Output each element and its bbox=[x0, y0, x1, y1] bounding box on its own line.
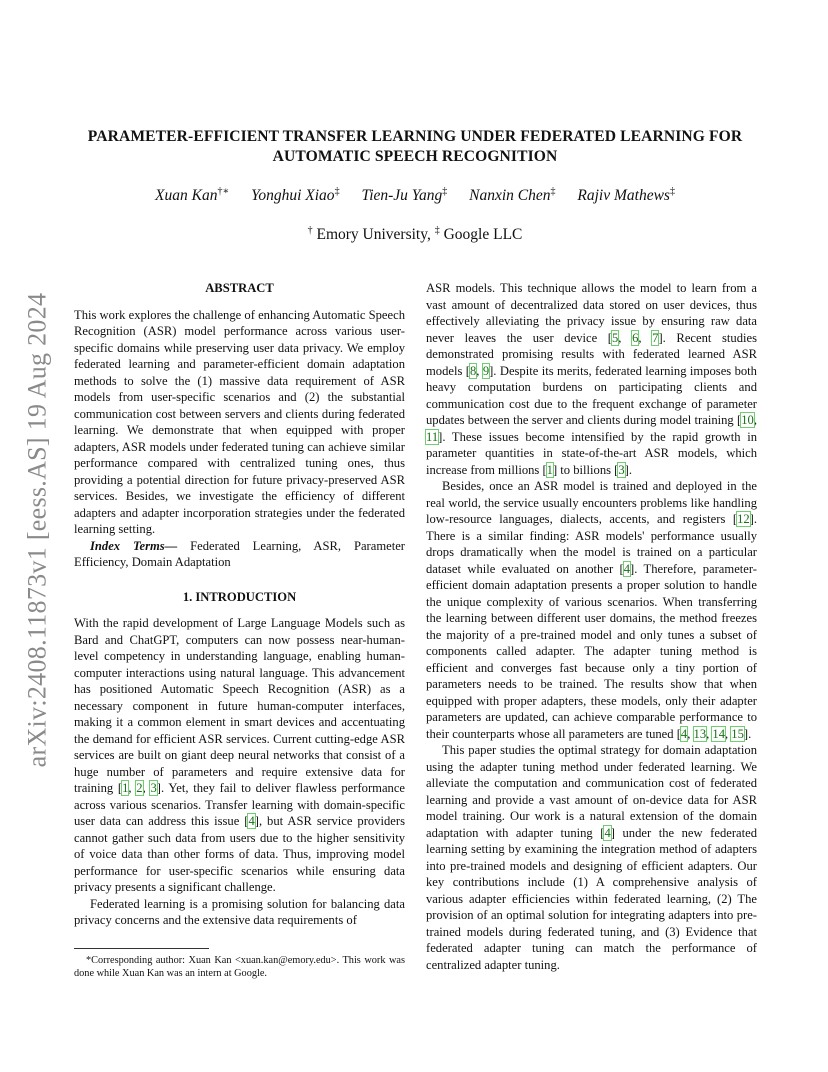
body-paragraph bbox=[426, 280, 757, 478]
body-paragraph bbox=[74, 615, 405, 896]
citation-link[interactable]: 4 bbox=[248, 814, 255, 828]
text-run: , bbox=[687, 726, 694, 741]
citation-link[interactable]: 13 bbox=[693, 726, 707, 741]
title-line-2: AUTOMATIC SPEECH RECOGNITION bbox=[272, 148, 558, 165]
citation-link[interactable]: 14 bbox=[712, 726, 725, 741]
left-body bbox=[74, 615, 405, 929]
text-run: ]. bbox=[743, 726, 752, 741]
citation-link[interactable]: 8 bbox=[469, 363, 477, 378]
citation-link[interactable]: 10 bbox=[741, 413, 754, 427]
author: Xuan Kan†∗ bbox=[155, 186, 230, 205]
affiliations: † Emory University, ‡ Google LLC bbox=[307, 225, 523, 244]
author: Tien-Ju Yang‡ bbox=[361, 186, 448, 205]
citation-link[interactable]: 3 bbox=[618, 462, 625, 477]
body-paragraph bbox=[426, 478, 757, 742]
author-list bbox=[70, 186, 760, 205]
citation-link[interactable]: 7 bbox=[652, 330, 659, 345]
text-run: ] to billions [ bbox=[552, 462, 619, 477]
text-run: , bbox=[128, 781, 137, 795]
arxiv-id-text: arXiv:2408.11873v1 [eess.AS] 19 Aug 2024 bbox=[22, 292, 52, 768]
citation-link[interactable]: 4 bbox=[623, 561, 631, 576]
citation-link[interactable]: 1 bbox=[546, 462, 553, 477]
index-terms: Index Terms— Federated Learning, ASR, Parameter Efficiency, Domain Adaptation bbox=[74, 538, 405, 569]
text-run: ]. These issues become intensified by the rapid growth in parameter quantities in state-of-the-art ASR models, which increase from millions [ bbox=[426, 429, 757, 477]
text-run: Federated learning is a promising solution for balancing data privacy concerns and the extensive data requirements of bbox=[74, 896, 405, 927]
title-line-1: PARAMETER-EFFICIENT TRANSFER LEARNING UNDER FEDERATED LEARNING FOR bbox=[87, 128, 743, 145]
arxiv-side-stamp bbox=[22, 280, 52, 780]
footnote-rule bbox=[74, 948, 209, 949]
text-run: ]. bbox=[624, 462, 633, 477]
citation-link[interactable]: 15 bbox=[731, 726, 744, 741]
text-run: , bbox=[476, 363, 483, 378]
text-run: , bbox=[725, 726, 732, 741]
right-body bbox=[426, 280, 757, 973]
citation-link[interactable]: 2 bbox=[136, 781, 143, 795]
body-paragraph bbox=[426, 742, 757, 973]
citation-link[interactable]: 1 bbox=[122, 781, 129, 795]
citation-link[interactable]: 4 bbox=[680, 726, 688, 741]
citation-link[interactable]: 5 bbox=[612, 330, 619, 345]
citation-link[interactable]: 4 bbox=[604, 825, 611, 840]
abstract-heading: ABSTRACT bbox=[205, 281, 274, 295]
text-run: , bbox=[638, 330, 653, 345]
text-run: ], but ASR service providers cannot gather such data from users due to the higher sensitivity of voice data than other forms of data. Thus, improving model performance for user-specific scenarios while ensuring data privacy presents a significant challenge. bbox=[74, 814, 405, 894]
author: Rajiv Mathews‡ bbox=[577, 186, 675, 205]
text-run: , bbox=[753, 413, 757, 427]
left-column bbox=[74, 280, 405, 929]
right-column bbox=[426, 280, 757, 973]
text-run: ]. Therefore, parameter-efficient domain adaptation presents a proper solution to handle the unique complexity of various scenarios. When transferring the learning between different user domains, the method freezes the majority of a pre-trained model and only tunes a subset of components called adapter. The adapter tuning method is efficient and converges fast because only a tiny portion of parameters needs to be trained. The results show that when equipped with proper adapters, these models, only their adapter parameters are updated, can achieve comparable performance to their counterparts whose all parameters are tuned [ bbox=[426, 561, 758, 741]
abstract-text: This work explores the challenge of enhancing Automatic Speech Recognition (ASR) model performance across various user-specific domains while preserving user data privacy. We employ federated learning and parameter-efficient domain adaptation methods to solve the (1) massive data requirement of ASR models from user-specific scenarios and (2) the substantial communication cost between servers and clients during federated learning. We demonstrate that when equipped with proper adapters, ASR models under federated tuning can achieve similar performance compared with centralized tuning ones, thus providing a potential direction for future privacy-preserved ASR services. Besides, we investigate the efficiency of different adapters and adapter incorporation strategies under the federated learning setting. bbox=[74, 307, 405, 536]
text-run: ]. Yet, they fail to deliver flawless performance across various scenarios. Transfer learning with domain-specific user data can address this issue [ bbox=[74, 781, 406, 828]
footnote bbox=[74, 948, 405, 980]
text-run: Besides, once an ASR model is trained and deployed in the real world, the service usually encounters problems like handling low-resource languages, dialects, accents, and registers [ bbox=[426, 479, 757, 526]
footnote-text: *Corresponding author: Xuan Kan <xuan.kan@emory.edu>. This work was done while Xuan Kan was an intern at Google. bbox=[74, 955, 405, 979]
text-run: , bbox=[618, 330, 633, 345]
body-paragraph bbox=[74, 896, 405, 929]
text-run: ] under the new federated learning setting by examining the integration method of adapters into pre-trained models and designing of efficient adapters. Our key contributions include (1) A comprehensive analysis of various adapter efficiencies within federated learning, (2) The provision of an optimal solution for integrating adapters into pre-trained models during federated tuning, and (3) Evidence that federated adapter tuning can match the performance of centralized adapter tuning. bbox=[426, 825, 757, 972]
paper-title bbox=[70, 127, 760, 167]
author: Nanxin Chen‡ bbox=[469, 186, 556, 205]
text-run: This paper studies the optimal strategy for domain adaptation using the adapter tuning method under federated learning. We alleviate the computation and communication cost of federated learning and provide a vast amount of on-device data for ASR model training. Our work is a natural extension of the domain adaptation with adapter tuning [ bbox=[426, 743, 757, 840]
author: Yonghui Xiao‡ bbox=[251, 186, 340, 205]
text-run: ]. Recent studies demonstrated promising results with federated learned ASR models [ bbox=[426, 330, 757, 378]
citation-link[interactable]: 11 bbox=[426, 429, 439, 444]
citation-link[interactable]: 3 bbox=[150, 781, 157, 795]
citation-link[interactable]: 9 bbox=[482, 363, 490, 378]
text-run: , bbox=[706, 726, 713, 741]
text-run: ASR models. This technique allows the model to learn from a vast amount of decentralized data stored on user devices, thus effectively alleviating the privacy issue by ensuring raw data never leaves the user device [ bbox=[426, 281, 757, 345]
citation-link[interactable]: 12 bbox=[737, 512, 750, 526]
text-run: ]. Despite its merits, federated learning imposes both heavy computation burdens on participating clients and communication cost due to the frequent exchange of parameter updates between the server and clients during model training [ bbox=[426, 363, 757, 427]
text-run: With the rapid development of Large Language Models such as Bard and ChatGPT, computers can now possess near-human-level competency in understanding language, enabling human-computer interactions using natural language. This advancement has positioned Automatic Speech Recognition (ASR) as a necessary component in future human-computer interfaces, making it a common element in smart devices and accentuating the demand for efficient ASR services. Current cutting-edge ASR services are built on giant deep neural networks that consist of a huge number of parameters and require extensive data for training [ bbox=[74, 616, 405, 795]
text-run: ]. There is a similar finding: ASR models' performance usually drops dramatically when the model is trained on a particular dataset while evaluated on another [ bbox=[426, 512, 757, 576]
text-run: , bbox=[142, 781, 151, 795]
citation-link[interactable]: 6 bbox=[632, 330, 639, 345]
introduction-heading: 1. INTRODUCTION bbox=[182, 589, 297, 604]
